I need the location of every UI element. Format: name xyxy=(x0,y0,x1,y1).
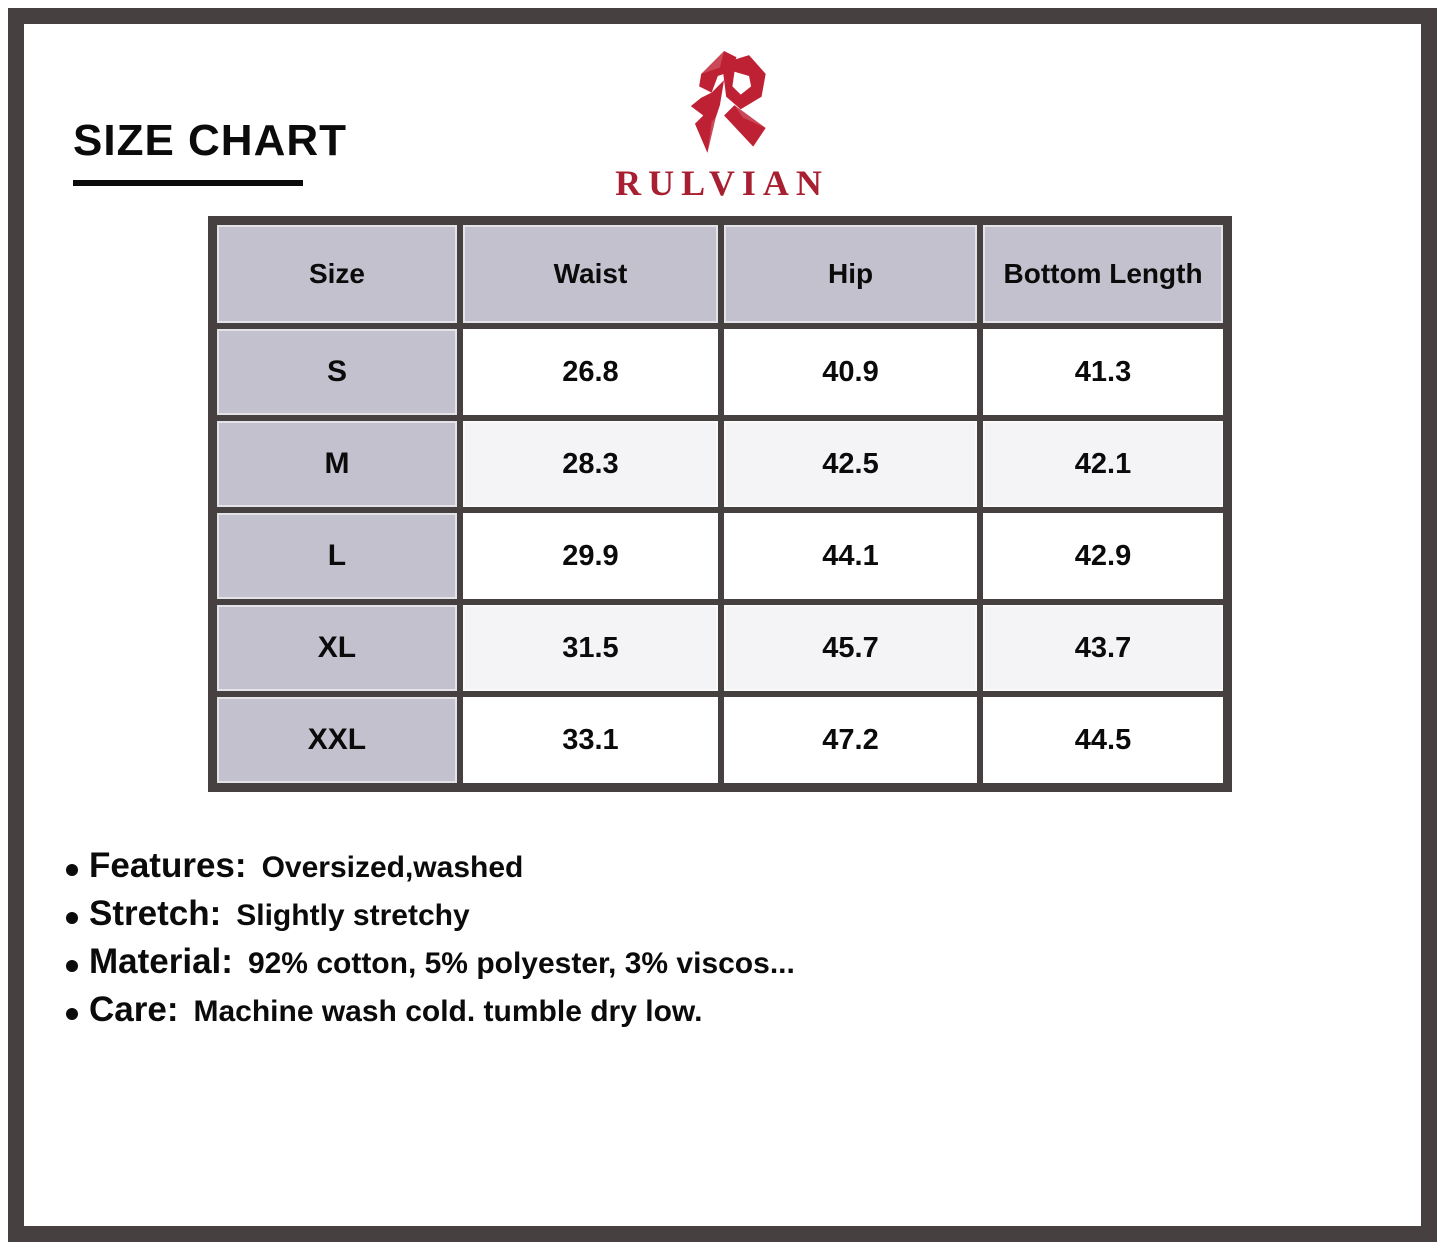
bottom-length-value-cell: 41.3 xyxy=(980,326,1226,418)
detail-item-care xyxy=(66,990,795,1038)
brand-r-monogram-icon xyxy=(670,48,774,158)
size-table xyxy=(208,216,1232,792)
detail-label: Stretch: xyxy=(89,894,222,933)
table-row-l xyxy=(214,510,1226,602)
size-label-cell: S xyxy=(214,326,460,418)
waist-value-cell: 29.9 xyxy=(460,510,721,602)
table-header-row xyxy=(214,222,1226,326)
bottom-length-value-cell: 44.5 xyxy=(980,694,1226,786)
table-row-m xyxy=(214,418,1226,510)
bullet-icon xyxy=(66,912,78,924)
waist-value-cell: 31.5 xyxy=(460,602,721,694)
detail-item-stretch xyxy=(66,894,795,942)
detail-label: Features: xyxy=(89,846,247,885)
table-row-xl xyxy=(214,602,1226,694)
hip-value-cell: 44.1 xyxy=(721,510,980,602)
size-label-cell: L xyxy=(214,510,460,602)
detail-label: Care: xyxy=(89,990,179,1029)
hip-value-cell: 45.7 xyxy=(721,602,980,694)
column-header-waist: Waist xyxy=(460,222,721,326)
brand-wordmark: RULVIAN xyxy=(615,163,829,203)
bullet-icon xyxy=(66,1008,78,1020)
waist-value-cell: 28.3 xyxy=(460,418,721,510)
table-row-s xyxy=(214,326,1226,418)
detail-value: 92% cotton, 5% polyester, 3% viscos... xyxy=(247,947,795,980)
product-details-list xyxy=(66,846,795,1038)
bullet-icon xyxy=(66,960,78,972)
bottom-length-value-cell: 43.7 xyxy=(980,602,1226,694)
page-title: SIZE CHART xyxy=(73,116,347,165)
detail-value: Oversized,washed xyxy=(261,851,524,884)
brand-logo xyxy=(597,48,847,204)
waist-value-cell: 26.8 xyxy=(460,326,721,418)
detail-value: Slightly stretchy xyxy=(236,899,470,932)
title-underline xyxy=(73,180,303,186)
detail-item-features xyxy=(66,846,795,894)
column-header-size: Size xyxy=(214,222,460,326)
size-label-cell: XL xyxy=(214,602,460,694)
hip-value-cell: 40.9 xyxy=(721,326,980,418)
bottom-length-value-cell: 42.9 xyxy=(980,510,1226,602)
bullet-icon xyxy=(66,864,78,876)
column-header-hip: Hip xyxy=(721,222,980,326)
table-row-xxl xyxy=(214,694,1226,786)
hip-value-cell: 42.5 xyxy=(721,418,980,510)
hip-value-cell: 47.2 xyxy=(721,694,980,786)
size-label-cell: M xyxy=(214,418,460,510)
size-label-cell: XXL xyxy=(214,694,460,786)
bottom-length-value-cell: 42.1 xyxy=(980,418,1226,510)
detail-value: Machine wash cold. tumble dry low. xyxy=(193,995,703,1028)
detail-label: Material: xyxy=(89,942,233,981)
detail-item-material xyxy=(66,942,795,990)
waist-value-cell: 33.1 xyxy=(460,694,721,786)
column-header-bottom-length: Bottom Length xyxy=(980,222,1226,326)
